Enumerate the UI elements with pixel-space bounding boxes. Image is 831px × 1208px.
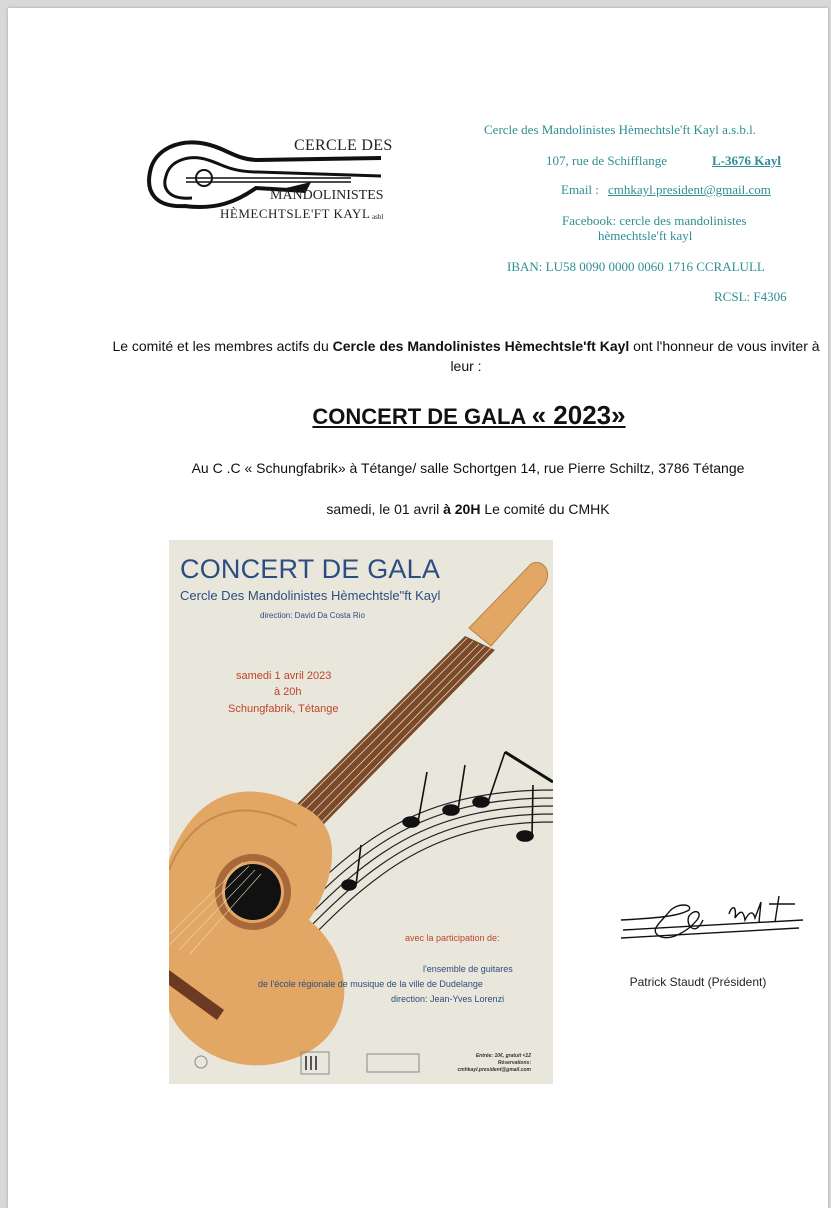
poster-direction: direction: David Da Costa Rio: [260, 611, 365, 620]
rcsl: RCSL: F4306: [714, 289, 787, 304]
date-time: à 20H: [443, 501, 481, 517]
invitation-text: [110, 336, 822, 376]
city[interactable]: L-3676 Kayl: [712, 153, 781, 168]
signatory-name: Patrick Staudt (Président): [629, 975, 767, 989]
concert-date: [230, 501, 706, 517]
intro-before: Le comité et les membres actifs du: [112, 338, 333, 354]
poster-school: de l'école régionale de musique de la ville de Dudelange: [258, 979, 483, 989]
facebook-line-2: hèmechtsle'ft kayl: [598, 228, 693, 243]
intro-org: Cercle des Mandolinistes Hèmechtsle'ft Kayl: [332, 338, 630, 354]
date-before: samedi, le 01 avril: [326, 501, 444, 517]
date-after: Le comité du CMHK: [480, 501, 610, 517]
handwritten-signature: [619, 890, 805, 950]
email-label: Email :: [561, 182, 599, 197]
poster-subtitle: Cercle Des Mandolinistes Hèmechtsle"ft Kayl: [180, 588, 441, 603]
club-logo: [146, 132, 391, 227]
poster-entry-email: cmhkayl.president@gmail.com: [457, 1067, 531, 1073]
concert-title: [296, 400, 642, 431]
logo-line-4: asbl: [372, 213, 384, 221]
logo-line-1: CERCLE DES: [294, 137, 393, 154]
poster-venue: Schungfabrik, Tétange: [228, 703, 339, 715]
concert-title-text: CONCERT DE GALA: [312, 404, 532, 429]
concert-poster: [169, 540, 553, 1084]
org-name: Cercle des Mandolinistes Hèmechtsle'ft Kayl a.s.b.l.: [484, 122, 757, 137]
street: 107, rue de Schifflange: [546, 153, 668, 168]
iban: IBAN: LU58 0090 0000 0060 1716 CCRALULL: [507, 259, 765, 274]
poster-ensemble: l'ensemble de guitares: [423, 964, 513, 974]
poster-entry-info: [437, 1053, 531, 1074]
poster-reservations: Réservations:: [497, 1060, 531, 1066]
intro-after: ont l'honneur de vous inviter à leur :: [450, 338, 820, 374]
poster-date: samedi 1 avril 2023: [236, 670, 332, 682]
facebook-line-1: Facebook: cercle des mandolinistes: [562, 213, 747, 228]
email-link[interactable]: cmhkayl.president@gmail.com: [608, 182, 771, 197]
concert-year: « 2023»: [531, 400, 626, 430]
poster-participation: avec la participation de:: [405, 933, 500, 943]
poster-entry-price: Entrée: 10€, gratuit <12: [475, 1053, 531, 1059]
logo-line-2: MANDOLINISTES: [270, 188, 384, 203]
concert-venue: Au C .C « Schungfabrik» à Tétange/ salle Schortgen 14, rue Pierre Schiltz, 3786 Tétange: [191, 460, 745, 476]
logo-line-3: HÈMECHTSLE'FT KAYL: [220, 206, 371, 221]
poster-time: à 20h: [274, 686, 302, 698]
poster-ensemble-direction: direction: Jean-Yves Lorenzi: [391, 994, 505, 1004]
poster-title: CONCERT DE GALA: [180, 554, 441, 584]
